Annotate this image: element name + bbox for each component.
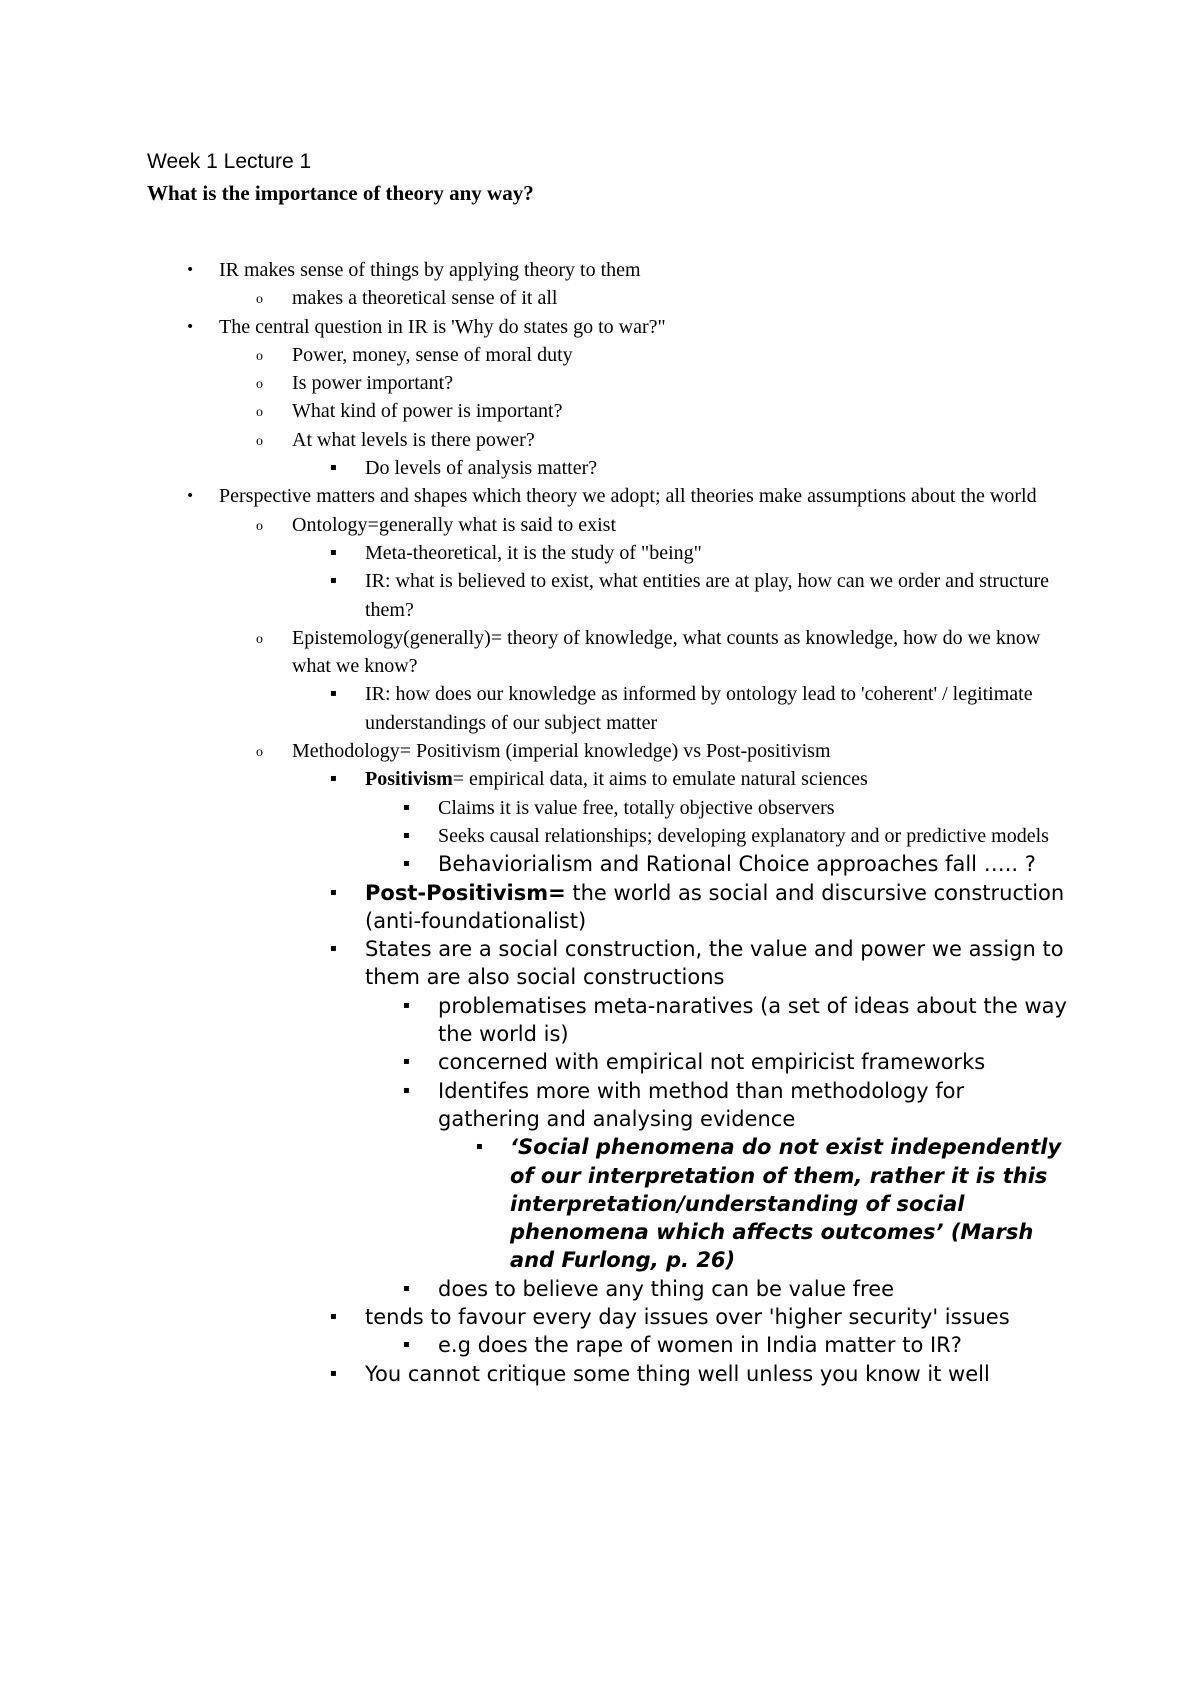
list-item: o What kind of power is important? (0, 397, 1062, 425)
square-marker: ▪ (403, 1339, 410, 1351)
list-item: o Ontology=generally what is said to exist (0, 511, 1062, 539)
square-marker: ▪ (403, 801, 410, 813)
list-item: o Is power important? (0, 369, 1062, 397)
bullet-marker: • (186, 262, 195, 278)
list-item: ▪ Claims it is value free, totally objective observers (0, 794, 1068, 822)
positivism-label: Positivism (365, 768, 453, 791)
list-item: • The central question in IR is 'Why do states go to war?" (0, 313, 1059, 341)
list-item: ▪ You cannot critique some thing well unless you know it well (0, 1360, 1065, 1388)
list-item: o makes a theoretical sense of it all (0, 284, 1062, 312)
list-item: ▪ concerned with empirical not empiricist frameworks (0, 1048, 1068, 1076)
list-item: ▪ IR: how does our knowledge as informed by ontology lead to 'coherent' / legitimate understandings of our subject matter (0, 680, 1065, 737)
list-item: ▪ Behaviorialism and Rational Choice approaches fall ….. ? (0, 850, 1068, 878)
square-marker: ▪ (330, 1310, 337, 1322)
list-item: ▪ Seeks causal relationships; developing explanatory and or predictive models (0, 822, 1068, 850)
square-marker: ▪ (330, 688, 337, 700)
square-marker: ▪ (330, 462, 337, 474)
list-item: ▪ Do levels of analysis matter? (0, 454, 1065, 482)
square-marker: ▪ (330, 546, 337, 558)
circle-marker: o (256, 631, 263, 647)
circle-marker: o (256, 348, 263, 364)
square-marker: ▪ (403, 829, 410, 841)
list-item: ▪ problematises meta-naratives (a set of ideas about the way the world is) (403, 993, 1067, 1047)
list-item: o Power, money, sense of moral duty (0, 341, 1062, 369)
circle-marker: o (256, 405, 263, 421)
square-marker: ▪ (330, 575, 337, 587)
list-item: o Methodology= Positivism (imperial knowledge) vs Post-positivism (0, 737, 1062, 765)
square-marker: ▪ (403, 1084, 410, 1096)
square-marker: ▪ (330, 1367, 337, 1379)
list-item: • Perspective matters and shapes which theory we adopt; all theories make assumptions about the world (0, 482, 1059, 510)
list-item (0, 1133, 1070, 1274)
square-marker: ▪ (330, 773, 337, 785)
bullet-marker: • (186, 318, 195, 335)
list-item: ▪ Meta-theoretical, it is the study of "being" (0, 539, 1065, 567)
post-positivism-label: Post-Positivism= (365, 880, 566, 905)
quote: ‘Social phenomena do not exist independently of our interpretation of them, rather it is this interpretation/understanding of social phenomena which affects outcomes’ (Marsh and Furlong, p. 26) (510, 1135, 1062, 1273)
list-item: ▪ e.g does the rape of women in India matter to IR? (0, 1331, 1068, 1359)
list-item: o Epistemology(generally)= theory of knowledge, what counts as knowledge, how do we know what we know? (256, 626, 1041, 678)
square-marker: ▪ (403, 858, 410, 870)
list-item: ▪ does to believe any thing can be value free (0, 1275, 1068, 1303)
square-marker: ▪ (403, 1056, 410, 1068)
document-title: Week 1 Lecture 1 (147, 150, 312, 173)
square-marker: ▪ (403, 1282, 410, 1294)
list-item: • IR makes sense of things by applying theory to them (0, 256, 1059, 284)
square-marker: ▪ (403, 999, 410, 1011)
list-item: ▪ Positivism= empirical data, it aims to emulate natural sciences (0, 765, 1065, 793)
list-item: ▪ States are a social construction, the value and power we assign to them are also social constructions (330, 937, 1064, 990)
list-item: o At what levels is there power? (0, 426, 1062, 454)
square-marker: ▪ (330, 886, 337, 898)
circle-marker: o (256, 518, 263, 534)
list-item: ▪ tends to favour every day issues over 'higher security' issues (0, 1303, 1065, 1331)
circle-marker: o (256, 433, 263, 449)
bullet-marker: • (186, 488, 195, 505)
circle-marker: o (256, 377, 263, 393)
list-item: ▪ Post-Positivism= the world as social and discursive construction (anti-foundationalist) (330, 880, 1065, 933)
circle-marker: o (256, 745, 263, 761)
document-subtitle: What is the importance of theory any way? (147, 181, 534, 205)
list-item: ▪ IR: what is believed to exist, what entities are at play, how can we order and structure them? (0, 567, 1065, 624)
list-item: ▪ Identifes more with method than methodology for gathering and analysing evidence (403, 1078, 965, 1131)
square-marker: ▪ (330, 943, 337, 955)
circle-marker: o (256, 292, 263, 308)
notes-outline (0, 256, 1200, 1388)
square-marker: ▪ (476, 1141, 483, 1153)
